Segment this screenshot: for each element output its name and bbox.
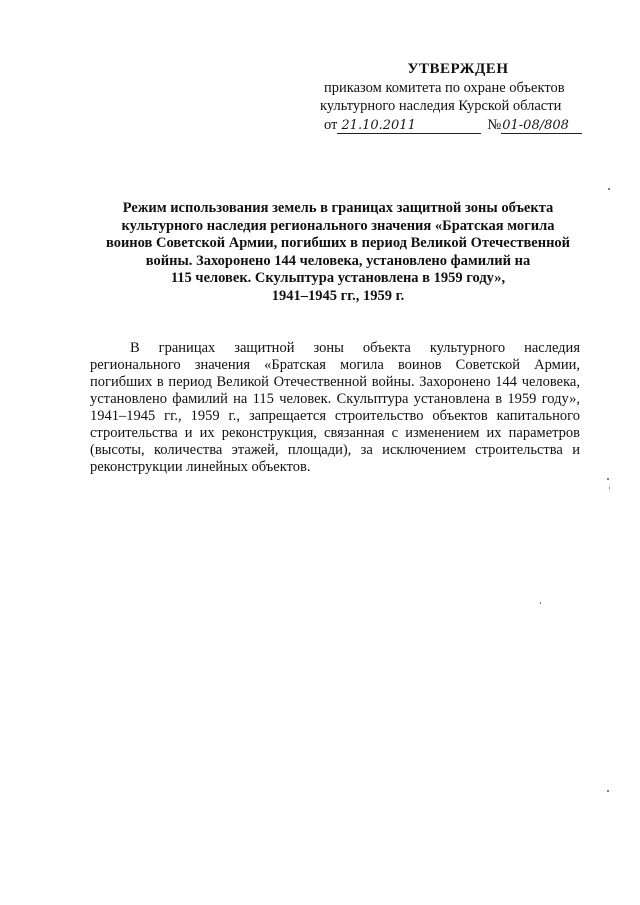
approval-date-number-line xyxy=(318,116,588,134)
title-line: воинов Советской Армии, погибших в период Великой Отечественной xyxy=(105,235,571,251)
title-line: войны. Захоронено 144 человека, установлено фамилий на xyxy=(145,252,531,269)
title-line: 115 человек. Скульптура установлена в 1959 году», xyxy=(170,270,506,286)
approval-line-1: приказом комитета по охране объектов xyxy=(324,80,565,96)
handwritten-number: 01-08/808 xyxy=(501,119,582,134)
scan-speck xyxy=(607,790,609,792)
date-prefix: от xyxy=(324,117,338,133)
scan-speck xyxy=(540,602,541,604)
number-prefix: № xyxy=(487,117,502,133)
document-body xyxy=(90,340,580,476)
approval-heading: УТВЕРЖДЕН xyxy=(407,61,509,77)
title-line: культурного наследия регионального значения «Братская могила xyxy=(121,217,555,234)
handwritten-date: 21.10.2011 xyxy=(337,119,481,134)
scan-speck xyxy=(607,478,609,480)
approval-stamp xyxy=(318,60,588,134)
scan-speck xyxy=(609,487,610,489)
title-line: 1941–1945 гг., 1959 г. xyxy=(271,287,405,304)
document-title xyxy=(88,200,588,305)
scan-speck xyxy=(608,188,610,190)
title-line: Режим использования земель в границах защитной зоны объекта xyxy=(122,200,554,216)
body-paragraph: В границах защитной зоны объекта культурного наследия регионального значения «Братская могила воинов Советской Армии, погибших в период Великой Отечественной войны. Захоронено 144 человека, установлено фамилий на 115 человек. Скульптура установлена в 1959 году», 1941–1945 гг., 1959 г., запрещается строительство объектов капитального строительства и их реконструкция, связанная с изменением их параметров (высоты, количества этажей, площади), за исключением строительства и реконструкции линейных объектов. xyxy=(90,340,580,475)
approval-line-2: культурного наследия Курской области xyxy=(320,98,562,114)
